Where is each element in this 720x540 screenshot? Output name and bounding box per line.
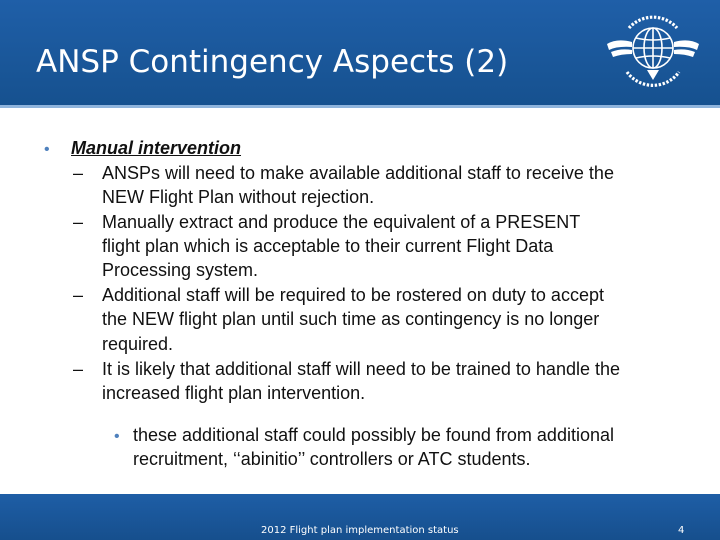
- dash-marker: –: [73, 359, 84, 379]
- subitem-line-2: recruitment, ‘‘abinitio’’ controllers or ATC students.: [133, 449, 531, 469]
- slide-title: ANSP Contingency Aspects (2): [36, 44, 509, 80]
- footer-text: 2012 Flight plan implementation status: [261, 525, 459, 536]
- item-1-line-2: NEW Flight Plan without rejection.: [102, 187, 375, 207]
- item-1-line-1: ANSPs will need to make available additional staff to receive the: [102, 163, 614, 183]
- dash-marker: –: [73, 285, 84, 305]
- item-3-line-1: Additional staff will be required to be rostered on duty to accept: [102, 285, 604, 305]
- bullet-marker: •: [44, 141, 50, 158]
- item-2-line-1: Manually extract and produce the equivalent of a PRESENT: [102, 212, 581, 232]
- item-2-line-3: Processing system.: [102, 260, 259, 280]
- item-4-line-2: increased flight plan intervention.: [102, 383, 366, 403]
- dash-marker: –: [73, 212, 84, 232]
- dash-marker: –: [73, 163, 84, 183]
- page-number: 4: [678, 525, 685, 536]
- item-2-line-2: flight plan which is acceptable to their current Flight Data: [102, 236, 554, 256]
- section-heading: Manual intervention: [71, 138, 242, 158]
- subitem-line-1: these additional staff could possibly be found from additional: [133, 425, 614, 445]
- item-4-line-1: It is likely that additional staff will need to be trained to handle the: [102, 359, 620, 379]
- item-3-line-3: required.: [102, 334, 174, 354]
- item-3-line-2: the NEW flight plan until such time as contingency is no longer: [102, 309, 600, 329]
- sub-bullet-marker: •: [114, 428, 120, 445]
